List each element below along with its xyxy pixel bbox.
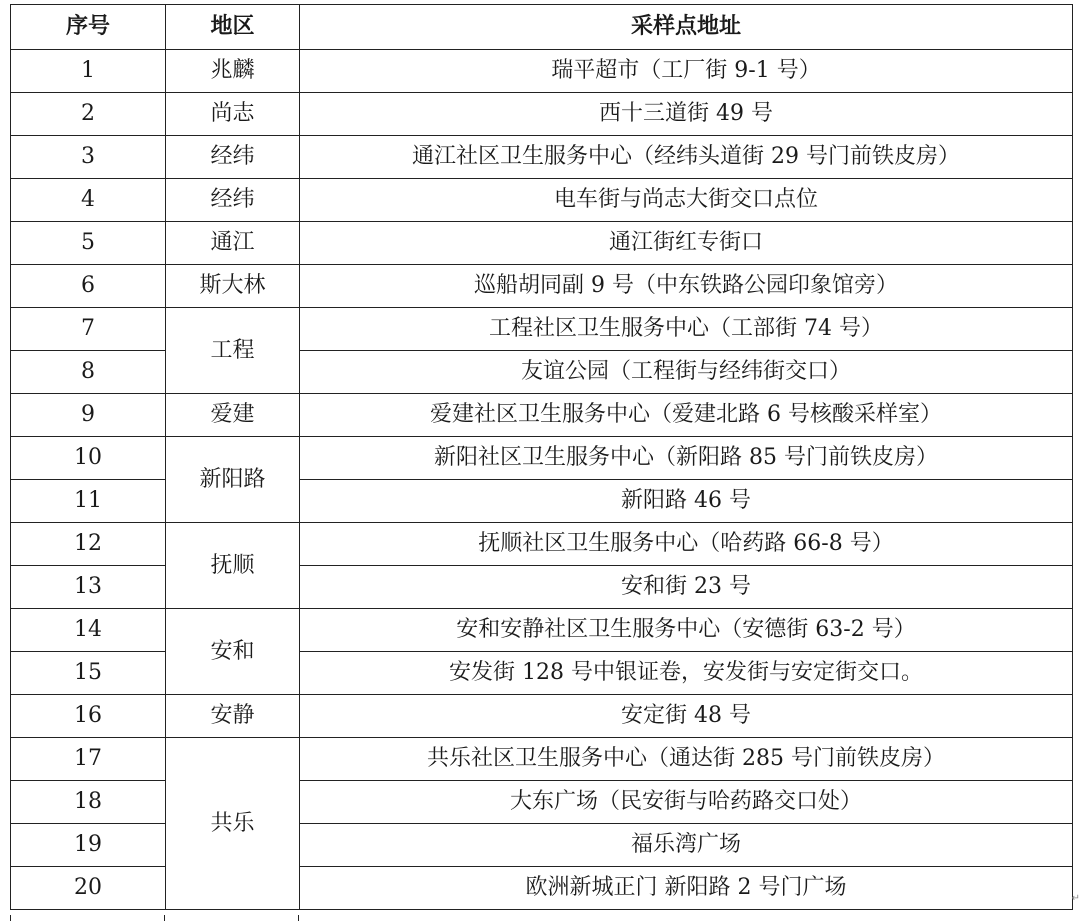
cell-area: 通江 <box>166 222 300 265</box>
cell-area: 爱建 <box>166 394 300 437</box>
cell-area: 安静 <box>166 695 300 738</box>
cell-sampling-address: 福乐湾广场 <box>300 824 1073 867</box>
cell-serial-number: 7 <box>11 308 166 351</box>
cell-area: 安和 <box>166 609 300 695</box>
cell-serial-number: 18 <box>11 781 166 824</box>
cell-sampling-address: 安和安静社区卫生服务中心（安德街 63-2 号） <box>300 609 1073 652</box>
header-serial-number: 序号 <box>11 5 166 50</box>
table-row <box>11 695 1073 738</box>
cell-sampling-address: 新阳社区卫生服务中心（新阳路 85 号门前铁皮房） <box>300 437 1073 480</box>
cell-serial-number: 17 <box>11 738 166 781</box>
cell-sampling-address: 新阳路 46 号 <box>300 480 1073 523</box>
cell-serial-number: 20 <box>11 867 166 910</box>
sampling-sites-table <box>10 4 1073 910</box>
cell-sampling-address: 瑞平超市（工厂街 9-1 号） <box>300 50 1073 93</box>
cell-area: 尚志 <box>166 93 300 136</box>
table-divider <box>298 915 299 921</box>
table-row <box>11 222 1073 265</box>
cell-serial-number: 11 <box>11 480 166 523</box>
table-row <box>11 394 1073 437</box>
cell-sampling-address: 安和街 23 号 <box>300 566 1073 609</box>
cell-serial-number: 13 <box>11 566 166 609</box>
cell-serial-number: 9 <box>11 394 166 437</box>
cell-serial-number: 14 <box>11 609 166 652</box>
cell-serial-number: 19 <box>11 824 166 867</box>
cell-sampling-address: 安定街 48 号 <box>300 695 1073 738</box>
cell-sampling-address: 电车街与尚志大街交口点位 <box>300 179 1073 222</box>
cell-serial-number: 6 <box>11 265 166 308</box>
cell-serial-number: 5 <box>11 222 166 265</box>
table-continuation <box>10 915 1073 921</box>
cell-serial-number: 15 <box>11 652 166 695</box>
header-area: 地区 <box>166 5 300 50</box>
cell-area: 新阳路 <box>166 437 300 523</box>
cell-sampling-address: 安发街 128 号中银证卷，安发街与安定街交口。 <box>300 652 1073 695</box>
cell-serial-number: 3 <box>11 136 166 179</box>
cell-area: 共乐 <box>166 738 300 910</box>
cell-area: 斯大林 <box>166 265 300 308</box>
table-row <box>11 136 1073 179</box>
header-sampling-address: 采样点地址 <box>300 5 1073 50</box>
cell-sampling-address: 大东广场（民安街与哈药路交口处） <box>300 781 1073 824</box>
cell-area: 兆麟 <box>166 50 300 93</box>
cell-serial-number: 12 <box>11 523 166 566</box>
cell-sampling-address: 抚顺社区卫生服务中心（哈药路 66-8 号） <box>300 523 1073 566</box>
cell-sampling-address: 工程社区卫生服务中心（工部街 74 号） <box>300 308 1073 351</box>
table-row <box>11 179 1073 222</box>
cell-sampling-address: 通江街红专街口 <box>300 222 1073 265</box>
table-divider <box>164 915 165 921</box>
cell-sampling-address: 欧洲新城正门 新阳路 2 号门广场 <box>300 867 1073 910</box>
table-row <box>11 308 1073 351</box>
table-row <box>11 265 1073 308</box>
paragraph-mark-icon: ↵ <box>1071 893 1080 904</box>
cell-serial-number: 8 <box>11 351 166 394</box>
cell-sampling-address: 西十三道街 49 号 <box>300 93 1073 136</box>
cell-area: 经纬 <box>166 179 300 222</box>
cell-sampling-address: 共乐社区卫生服务中心（通达街 285 号门前铁皮房） <box>300 738 1073 781</box>
table-header-row <box>11 5 1073 50</box>
cell-serial-number: 4 <box>11 179 166 222</box>
table-row <box>11 50 1073 93</box>
cell-serial-number: 16 <box>11 695 166 738</box>
table-row <box>11 738 1073 781</box>
cell-sampling-address: 巡船胡同副 9 号（中东铁路公园印象馆旁） <box>300 265 1073 308</box>
cell-sampling-address: 爱建社区卫生服务中心（爱建北路 6 号核酸采样室） <box>300 394 1073 437</box>
cell-serial-number: 2 <box>11 93 166 136</box>
table-body <box>11 50 1073 910</box>
cell-sampling-address: 通江社区卫生服务中心（经纬头道街 29 号门前铁皮房） <box>300 136 1073 179</box>
table-row <box>11 437 1073 480</box>
cell-serial-number: 10 <box>11 437 166 480</box>
cell-area: 抚顺 <box>166 523 300 609</box>
table-row <box>11 523 1073 566</box>
cell-sampling-address: 友谊公园（工程街与经纬街交口） <box>300 351 1073 394</box>
table-row <box>11 609 1073 652</box>
table-row <box>11 93 1073 136</box>
cell-area: 经纬 <box>166 136 300 179</box>
cell-serial-number: 1 <box>11 50 166 93</box>
cell-area: 工程 <box>166 308 300 394</box>
